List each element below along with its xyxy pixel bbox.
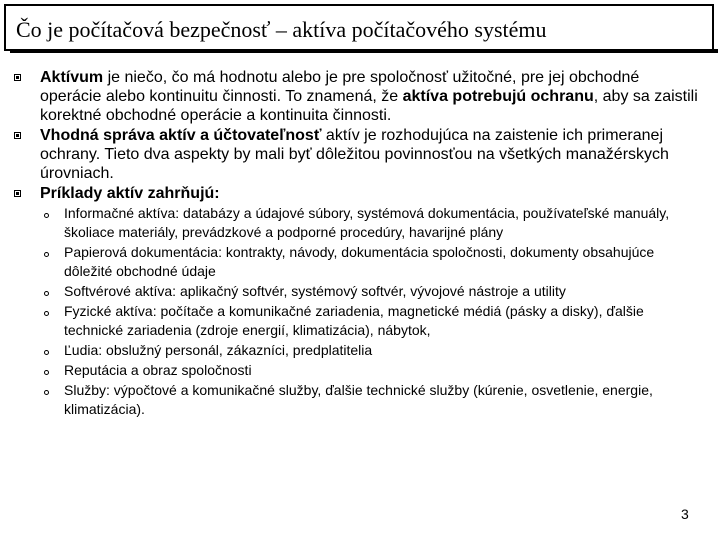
example-text: Papierová dokumentácia: kontrakty, návody, dokumentácia spoločnosti, dokumenty obsahujúce dôležité obchodné údaje xyxy=(64,244,655,279)
slide-title: Čo je počítačová bezpečnosť – aktíva počítačového systému xyxy=(16,17,547,42)
circle-bullet-icon xyxy=(44,390,49,395)
example-text: Ľudia: obslužný personál, zákazníci, predplatitelia xyxy=(64,342,373,358)
bullet-asset-examples xyxy=(14,184,704,203)
slide-content xyxy=(14,68,704,420)
bullet-asset-definition xyxy=(14,68,704,125)
bold-term: aktíva potrebujú ochranu xyxy=(402,88,594,105)
bold-term: Aktívum xyxy=(40,69,104,86)
title-box xyxy=(4,4,714,51)
bullet-text-segment: , aby sa zaistili korektné obchodné operácie a kontinuita činnosti. xyxy=(40,88,698,124)
square-bullet-icon xyxy=(14,190,21,197)
example-text: Fyzické aktíva: počítače a komunikačné zariadenia, magnetické médiá (pásky a disky), ďalšie technické zariadenia (zdroje energií, klimatizácia), nábytok, xyxy=(64,303,644,338)
bold-term: Príklady aktív zahrňujú: xyxy=(40,185,220,202)
example-text: Reputácia a obraz spoločnosti xyxy=(64,362,252,378)
bullet-asset-management xyxy=(14,126,704,183)
example-item xyxy=(40,204,704,242)
square-bullet-icon xyxy=(14,74,21,81)
example-item xyxy=(40,361,704,380)
bullet-text xyxy=(40,69,698,124)
bullet-text-segment: aktív je rozhodujúca na zaistenie ich primeranej ochrany. Tieto dva aspekty by mali byť dôležitou povinnosťou na všetkých manažérskych úrovniach. xyxy=(40,127,669,182)
example-item xyxy=(40,341,704,360)
example-text: Služby: výpočtové a komunikačné služby, ďalšie technické služby (kúrenie, osvetlenie, energie, klimatizácia). xyxy=(64,382,653,417)
bold-term: Vhodná správa aktív a účtovateľnosť xyxy=(40,127,322,144)
examples-list xyxy=(40,204,704,419)
circle-bullet-icon xyxy=(44,252,49,257)
example-item xyxy=(40,243,704,281)
example-item xyxy=(40,282,704,301)
circle-bullet-icon xyxy=(44,350,49,355)
example-text: Softvérové aktíva: aplikačný softvér, systémový softvér, vývojové nástroje a utility xyxy=(64,283,566,299)
square-bullet-icon xyxy=(14,132,21,139)
page-number: 3 xyxy=(681,506,689,522)
example-item xyxy=(40,381,704,419)
bullet-text xyxy=(40,127,669,182)
circle-bullet-icon xyxy=(44,370,49,375)
circle-bullet-icon xyxy=(44,291,49,296)
example-item xyxy=(40,302,704,340)
example-text: Informačné aktíva: databázy a údajové súbory, systémová dokumentácia, používateľské manuály, školiace materiály, prevádzkové a podporné procedúry, havarijné plány xyxy=(64,205,670,240)
bullet-text xyxy=(40,185,220,202)
circle-bullet-icon xyxy=(44,213,49,218)
circle-bullet-icon xyxy=(44,311,49,316)
bullet-text-segment: je niečo, čo má hodnotu alebo je pre spoločnosť užitočné, pre jej obchodné operácie alebo kontinuitu činnosti. To znamená, že xyxy=(40,69,640,105)
